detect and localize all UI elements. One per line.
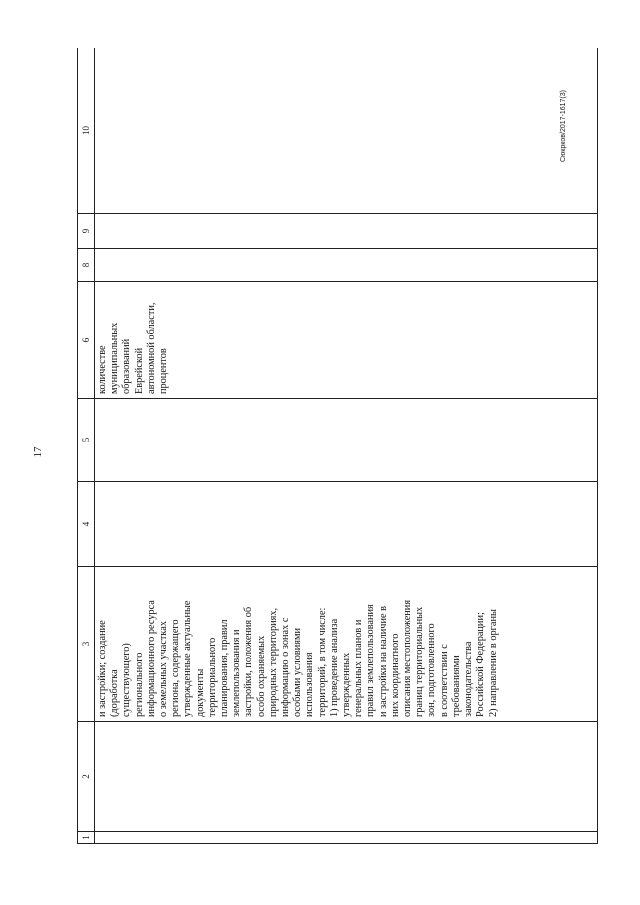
table-row [95, 48, 598, 844]
header-col-1: 1 [78, 832, 95, 844]
header-col-9: 9 [78, 214, 95, 249]
cell-col-8 [95, 249, 598, 282]
indicator-description: количестве муниципальных образований Еврейской автономной области, процентов [97, 302, 170, 394]
page-number: 17 [32, 446, 44, 458]
header-col-6: 6 [78, 282, 95, 399]
program-table [77, 48, 598, 844]
cell-col-10 [95, 48, 598, 214]
cell-col-5 [95, 399, 598, 482]
header-col-5: 5 [78, 399, 95, 482]
cell-col-6 [95, 282, 598, 399]
table-frame [77, 48, 598, 844]
cell-col-9 [95, 214, 598, 249]
cell-col-4 [95, 482, 598, 567]
rotated-table-container [77, 48, 598, 844]
header-col-4: 4 [78, 482, 95, 567]
document-code: Сюкрков/2017-1617(3) [560, 90, 567, 162]
header-col-10: 10 [78, 48, 95, 214]
cell-col-3 [95, 567, 598, 722]
header-row [78, 48, 95, 844]
header-col-8: 8 [78, 249, 95, 282]
header-col-3: 3 [78, 567, 95, 722]
header-col-2: 2 [78, 722, 95, 832]
cell-col-1 [95, 832, 598, 844]
cell-col-2 [95, 722, 598, 832]
measure-description: и застройки; создание (доработка существующего) регионального информационного ресурса о земельных участках региона, содержащего утвержденные актуальные документы территориального планирования, правил землепользования и застройки, положения об особо охраняемых природных территориях, информацию о зонах с особыми условиями использования территорий, в том числе: 1) проведение анализа утвержденных генеральных планов и правил землепользования и застройки на наличие в них координатного описания местоположения границ территориальных зон, подготовленного в соответствии с требованиями законодательства Российской Федерации; 2) направление в органы [97, 599, 499, 717]
